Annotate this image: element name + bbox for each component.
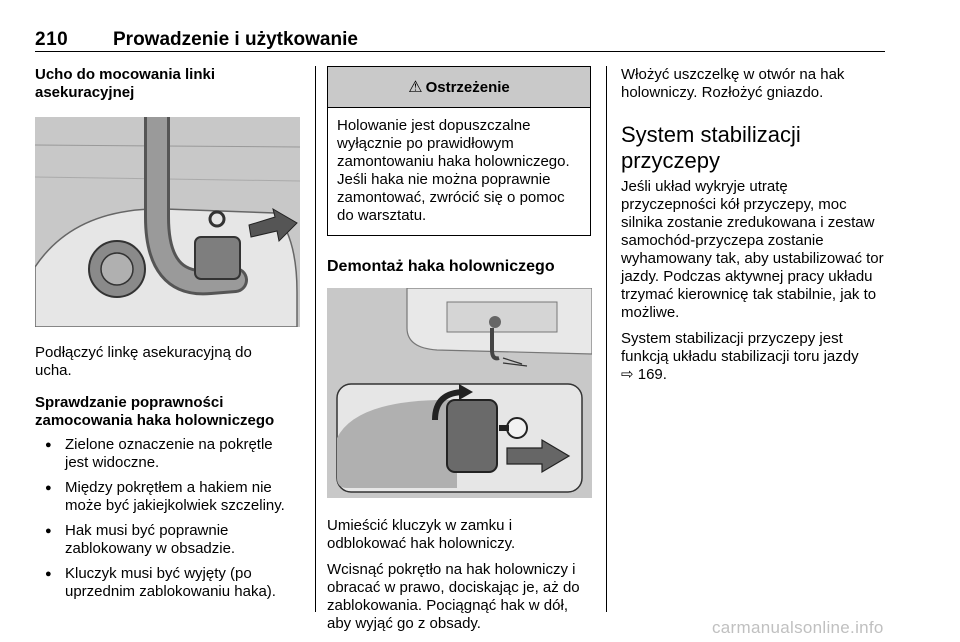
- safety-eye-caption: Podłączyć linkę asekuracyjną do ucha.: [35, 344, 252, 379]
- column-divider-1: [315, 66, 316, 612]
- removal-step-1: Umieścić kluczyk w zamku i odblokować hak holowniczy.: [327, 517, 516, 552]
- column-left: [35, 66, 300, 608]
- warning-triangle-icon: ⚠: [408, 79, 423, 96]
- warning-header: [328, 67, 590, 108]
- warning-text: Holowanie jest dopuszczalne wyłącznie po prawidłowym zamontowaniu haka holowniczego. Jeśli haka nie można poprawnie zamontować, zwrócić się o pomoc do warsztatu.: [337, 117, 570, 224]
- page-title: Prowadzenie i użytkowanie: [113, 29, 358, 50]
- list-item: ● Hak musi być poprawnie zablokowany w obsadzie.: [35, 522, 300, 558]
- safety-eye-heading: Ucho do mocowania linki asekuracyjnej: [35, 66, 216, 101]
- check-heading: Sprawdzanie poprawności zamocowania haka holowniczego: [35, 394, 275, 429]
- list-item: ● Kluczyk musi być wyjęty (po uprzednim zablokowaniu haka).: [35, 565, 300, 601]
- safety-eye-illustration: [35, 117, 300, 327]
- warning-title: Ostrzeżenie: [425, 78, 510, 96]
- check-list: [35, 436, 300, 601]
- list-item: ● Zielone oznaczenie na pokrętle jest widoczne.: [35, 436, 300, 472]
- trailer-stability-reference: [621, 330, 885, 384]
- watermark: carmanualsonline.info: [712, 618, 884, 637]
- trailer-stability-paragraph: Jeśli układ wykryje utratę przyczepności kół przyczepy, moc silnika zostanie zredukowana i zestaw samochód-przyczepa zostanie wyhamowany tak, aby ustabilizować tor jazdy. Podczas aktywnej pracy układu trzymać kierownicę tak stabilnie, jak to możliwe.: [621, 178, 884, 321]
- column-middle: [327, 66, 592, 633]
- page-ref-arrow-icon: ⇨: [621, 366, 634, 383]
- reference-text: System stabilizacji przyczepy jest funkcją układu stabilizacji toru jazdy: [621, 330, 859, 365]
- page-header: [35, 26, 885, 52]
- removal-heading: Demontaż haka holowniczego: [327, 258, 555, 275]
- column-divider-2: [606, 66, 607, 612]
- page-ref-number[interactable]: 169.: [637, 366, 667, 383]
- removal-illustration: [327, 288, 592, 498]
- column-right: [621, 66, 885, 384]
- seal-instruction: Włożyć uszczelkę w otwór na hak holowniczy. Rozłożyć gniazdo.: [621, 66, 845, 101]
- list-item: ● Między pokrętłem a hakiem nie może być jakiejkolwiek szczeliny.: [35, 479, 300, 515]
- trailer-stability-heading: System stabilizacji przyczepy: [621, 122, 801, 173]
- removal-step-2: Wcisnąć pokrętło na hak holowniczy i obracać w prawo, dociskając je, aż do zablokowania. Pociągnąć hak w dół, aby wyjąć go z obsady.: [327, 561, 580, 632]
- warning-box: [327, 66, 591, 236]
- page-number: 210: [35, 29, 69, 50]
